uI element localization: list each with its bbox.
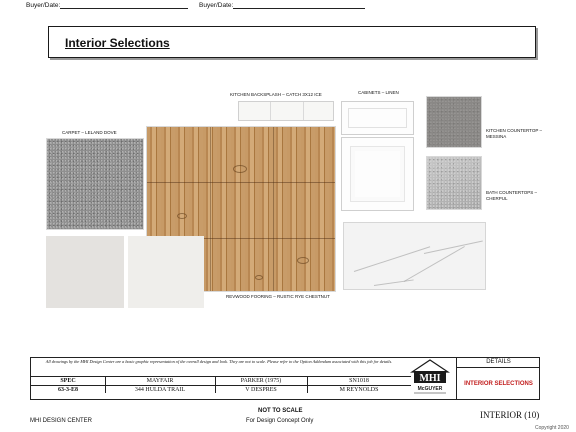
sheet-number: INTERIOR (10) bbox=[480, 410, 540, 420]
lot-cell: 63-3-E8 bbox=[58, 387, 78, 393]
title-block-row bbox=[31, 385, 411, 393]
details-value: INTERIOR SELECTIONS bbox=[464, 381, 533, 387]
kitchen-countertop-swatch bbox=[426, 96, 482, 148]
disclaimer-text: All drawings by the MHI Design Center are a basic graphic representation of the overall design and look. They are not to scale. Please refer to the Option Addendum associated with this job for details. bbox=[45, 359, 393, 364]
copyright: Copyright 2020 bbox=[535, 425, 569, 431]
footer-concept-note: For Design Concept Only bbox=[246, 418, 314, 424]
details-box bbox=[456, 357, 540, 400]
label-flooring: REVWOOD FOORING – RUSTIC RYE CHESTNUT bbox=[226, 294, 330, 299]
address-cell: 344 HULDA TRAIL bbox=[134, 387, 186, 393]
cabinet-swatch-lower bbox=[341, 137, 414, 211]
job-cell: SN1018 bbox=[349, 378, 369, 384]
logo-subtext: McGUYER bbox=[417, 386, 443, 392]
marble-vein bbox=[374, 279, 414, 286]
buyer-signature-2 bbox=[199, 2, 365, 9]
cabinet-swatch-upper bbox=[341, 101, 414, 135]
footer-left: MHI DESIGN CENTER bbox=[30, 418, 93, 424]
backsplash-swatch bbox=[238, 101, 334, 121]
bath-countertop-swatch bbox=[426, 156, 482, 210]
plan-cell: PARKER (1975) bbox=[240, 378, 282, 384]
carpet-swatch bbox=[46, 138, 144, 230]
logo-text: MHI bbox=[419, 373, 441, 384]
buyer-signature-1 bbox=[26, 2, 188, 9]
model-cell: MAYFAIR bbox=[146, 378, 174, 384]
floor-tile-swatch bbox=[343, 222, 486, 290]
wood-knot bbox=[255, 275, 263, 280]
label-countertop-bath: BATH COUNTERTOPS – CHERPUL bbox=[486, 190, 538, 201]
buyer-date-label: Buyer/Date: bbox=[26, 2, 61, 9]
spec-cell: SPEC bbox=[60, 378, 76, 384]
wood-knot bbox=[297, 257, 309, 264]
page-title: Interior Selections bbox=[65, 36, 170, 50]
buyer-date-label: Buyer/Date: bbox=[199, 2, 234, 9]
label-cabinets: CABINETS – LINEN bbox=[358, 90, 399, 95]
customer-cell: M REYNOLDS bbox=[339, 387, 379, 393]
mhi-logo bbox=[410, 359, 450, 397]
wall-finish-swatch bbox=[46, 236, 124, 308]
title-block-grid bbox=[31, 376, 411, 400]
marble-vein bbox=[354, 246, 430, 272]
trim-finish-swatch bbox=[128, 236, 204, 308]
label-countertop-kitchen: KITCHEN COUNTERTOP – MESSINA bbox=[486, 128, 543, 139]
footer-not-to-scale: NOT TO SCALE bbox=[258, 408, 303, 414]
signature-line bbox=[233, 3, 365, 9]
wood-knot bbox=[177, 213, 187, 219]
label-carpet: CARPET – LELAND DOVE bbox=[62, 130, 117, 135]
signature-line bbox=[60, 3, 188, 9]
label-backsplash: KITCHEN BACKSPLASH – CATCH 3X12 ICE bbox=[230, 92, 322, 97]
wood-knot bbox=[233, 165, 247, 173]
title-block-row bbox=[31, 377, 411, 385]
details-header: DETAILS bbox=[457, 357, 540, 368]
title-box bbox=[48, 26, 536, 58]
designer-cell: V DESPRES bbox=[245, 387, 277, 393]
